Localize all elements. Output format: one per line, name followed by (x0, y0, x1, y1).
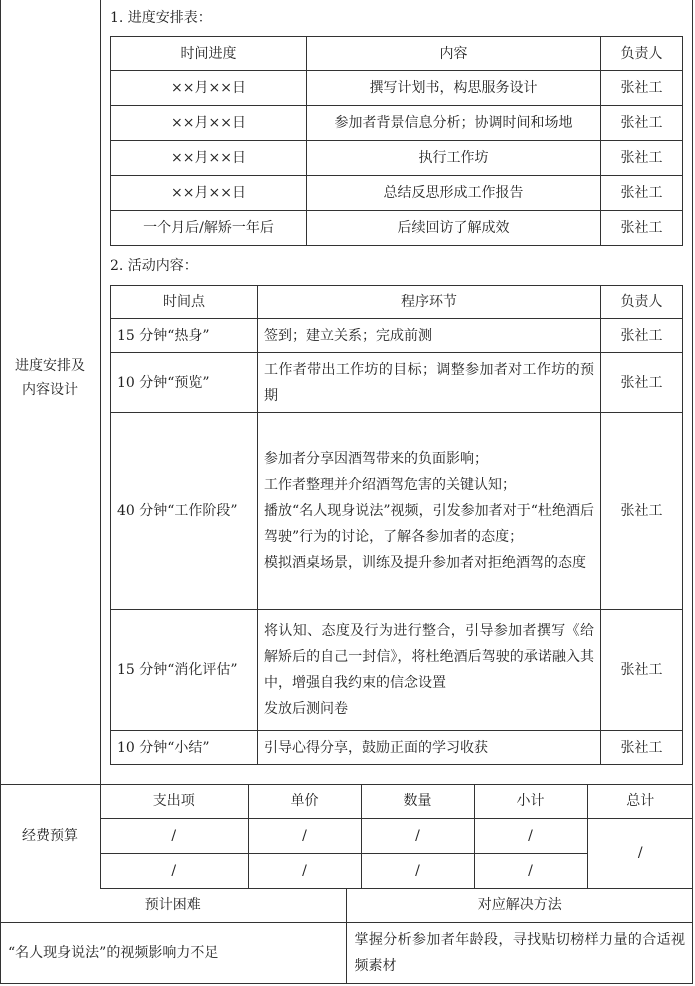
activity-cell-time: 10 分钟“预览” (111, 353, 258, 413)
content-line: 工作者整理并介绍酒驾危害的关键认知； (264, 477, 516, 493)
activity-cell-time: 10 分钟“小结” (111, 731, 258, 765)
activity-cell-owner: 张社工 (601, 413, 683, 610)
activity-cell-owner: 张社工 (601, 319, 683, 353)
activity-cell-owner: 张社工 (601, 731, 683, 765)
content-line: 签到；建立关系；完成前测 (264, 327, 432, 344)
budget-cell: / (248, 853, 361, 888)
activity-time-text: 15 分钟“消化评估” (117, 662, 238, 678)
schedule-cell-owner: 张社工 (601, 71, 683, 106)
difficulty-table (0, 888, 693, 983)
budget-cell: / (100, 853, 248, 888)
schedule-cell-content: 总结反思形成工作报告 (307, 176, 601, 211)
schedule-cell-time: ××月××日 (111, 176, 307, 211)
activity-cell-content (258, 731, 601, 765)
budget-cell: / (474, 853, 587, 888)
difficulty-header: 预计困难 (0, 888, 346, 922)
budget-cell: / (100, 818, 248, 853)
budget-header-unit-price: 单价 (248, 784, 361, 818)
schedule-cell-content: 撰写计划书，构思服务设计 (307, 71, 601, 106)
content-line: 参加者分享因酒驾带来的负面影响； (264, 451, 488, 467)
table-row (111, 176, 683, 211)
schedule-caption: 1. 进度安排表： (110, 10, 212, 26)
table-row (0, 922, 693, 983)
schedule-cell-time: ××月××日 (111, 141, 307, 176)
activity-caption: 2. 活动内容： (110, 258, 198, 274)
schedule-header-time: 时间进度 (111, 37, 307, 71)
activity-header-owner: 负责人 (601, 286, 683, 319)
schedule-cell-content: 参加者背景信息分析；协调时间和场地 (307, 106, 601, 141)
budget-section-label: 经费预算 (22, 828, 78, 844)
table-row (100, 818, 693, 853)
schedule-section-label (0, 354, 100, 402)
content-line: 引导心得分享，鼓励正面的学习收获 (264, 739, 488, 756)
table-row (111, 413, 683, 610)
solution-cell: 掌握分析参加者年龄段，寻找贴切榜样力量的合适视频素材 (346, 922, 693, 983)
budget-cell: / (361, 818, 474, 853)
schedule-cell-content: 执行工作坊 (307, 141, 601, 176)
activity-cell-content (258, 610, 601, 731)
schedule-cell-owner: 张社工 (601, 211, 683, 246)
activity-cell-content (258, 353, 601, 413)
schedule-cell-time: ××月××日 (111, 106, 307, 141)
table-row (111, 106, 683, 141)
difficulty-cell: “名人现身说法”的视频影响力不足 (0, 922, 346, 983)
budget-cell: / (474, 818, 587, 853)
table-row (111, 211, 683, 246)
schedule-cell-owner: 张社工 (601, 141, 683, 176)
schedule-cell-time: ××月××日 (111, 71, 307, 106)
content-line: 播放“名人现身说法”视频，引发参加者对于“杜绝酒后驾驶”行为的讨论，了解各参加者的态度； (264, 503, 594, 545)
activity-cell-time: 15 分钟“热身” (111, 319, 258, 353)
table-row (111, 731, 683, 765)
activity-header-content: 程序环节 (258, 286, 601, 319)
solution-header: 对应解决方法 (346, 888, 693, 922)
schedule-header-owner: 负责人 (601, 37, 683, 71)
budget-cell: / (248, 818, 361, 853)
table-row (111, 353, 683, 413)
schedule-cell-time: 一个月后/解矫一年后 (111, 211, 307, 246)
table-row (111, 141, 683, 176)
schedule-table (110, 36, 683, 246)
schedule-cell-owner: 张社工 (601, 106, 683, 141)
content-line: 发放后测问卷 (264, 701, 348, 717)
schedule-header-content: 内容 (307, 37, 601, 71)
schedule-cell-owner: 张社工 (601, 176, 683, 211)
table-row (111, 71, 683, 106)
content-line: 模拟酒桌场景，训练及提升参加者对拒绝酒驾的态度 (264, 555, 586, 571)
budget-header-subtotal: 小计 (474, 784, 587, 818)
schedule-section-label-text: 进度安排及内容设计 (15, 358, 85, 398)
content-line: 工作者带出工作坊的目标；调整参加者对工作坊的预期 (264, 361, 594, 404)
activity-cell-content (258, 413, 601, 610)
budget-total-cell: / (587, 818, 693, 888)
budget-table (100, 784, 693, 889)
table-row (111, 610, 683, 731)
activity-cell-content (258, 319, 601, 353)
activity-table (110, 285, 683, 765)
content-line: 将认知、态度及行为进行整合，引导参加者撰写《给解矫后的自己一封信》，将杜绝酒后驾驶的承诺融入其中，增强自我约束的信念设置 (264, 623, 594, 691)
budget-cell: / (361, 853, 474, 888)
budget-header-item: 支出项 (100, 784, 248, 818)
schedule-cell-content: 后续回访了解成效 (307, 211, 601, 246)
budget-header-total: 总计 (587, 784, 693, 818)
activity-cell-owner: 张社工 (601, 610, 683, 731)
activity-cell-owner: 张社工 (601, 353, 683, 413)
table-row (111, 319, 683, 353)
activity-cell-time (111, 413, 258, 610)
activity-header-time: 时间点 (111, 286, 258, 319)
activity-cell-time (111, 610, 258, 731)
budget-header-quantity: 数量 (361, 784, 474, 818)
label-column-divider (100, 0, 101, 888)
activity-time-text: 40 分钟“工作阶段” (117, 503, 238, 519)
